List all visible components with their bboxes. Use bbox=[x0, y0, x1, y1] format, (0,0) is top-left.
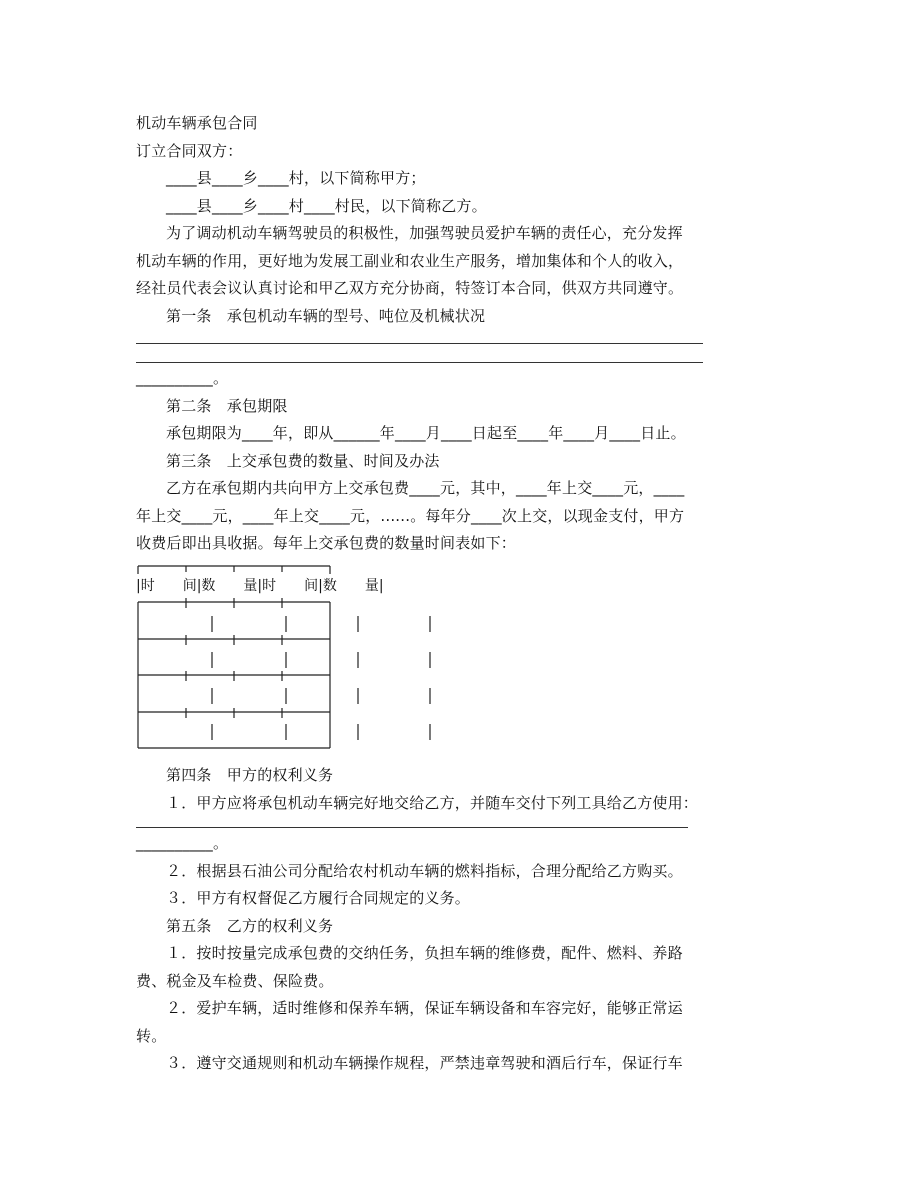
blank-rule bbox=[136, 827, 688, 828]
intro-line: 机动车辆的作用，更好地为发展工副业和农业生产服务，增加集体和个人的收入， bbox=[136, 252, 684, 270]
fee-table-grid bbox=[136, 562, 436, 752]
intro-line: 经社员代表会议认真讨论和甲乙双方充分协商，特签订本合同，供双方共同遵守。 bbox=[136, 279, 684, 297]
article-1-blank-end: __________。 bbox=[136, 369, 229, 387]
party-a-line: ____县____乡____村，以下简称甲方； bbox=[166, 169, 426, 187]
article-5-heading: 第五条 乙方的权利义务 bbox=[166, 917, 334, 935]
article-4-item: １．甲方应将承包机动车辆完好地交给乙方，并随车交付下列工具给乙方使用： bbox=[166, 794, 699, 812]
intro-line: 为了调动机动车辆驾驶员的积极性，加强驾驶员爱护车辆的责任心，充分发挥 bbox=[166, 224, 683, 242]
article-3-body: 乙方在承包期内共向甲方上交承包费____元，其中，____年上交____元，____ bbox=[166, 479, 685, 497]
article-5-item: 费、税金及车检费、保险费。 bbox=[136, 972, 334, 990]
parties-label: 订立合同双方： bbox=[136, 142, 243, 160]
article-2-body: 承包期限为____年，即从______年____月____日起至____年____月____日止。 bbox=[166, 424, 686, 442]
article-4-item: ３．甲方有权督促乙方履行合同规定的义务。 bbox=[166, 889, 471, 907]
article-1-heading: 第一条 承包机动车辆的型号、吨位及机械状况 bbox=[166, 307, 486, 325]
article-5-item: 转。 bbox=[136, 1027, 167, 1045]
article-3-body: 年上交____元，____年上交____元，......。每年分____次上交，以现金支付，甲方 bbox=[136, 507, 685, 525]
article-5-item: ２．爱护车辆，适时维修和保养车辆，保证车辆设备和车容完好，能够正常运 bbox=[166, 999, 683, 1017]
article-3-body: 收费后即出具收据。每年上交承包费的数量时间表如下： bbox=[136, 534, 517, 552]
article-5-item: ３．遵守交通规则和机动车辆操作规程，严禁违章驾驶和酒后行车，保证行车 bbox=[166, 1054, 683, 1072]
article-3-heading: 第三条 上交承包费的数量、时间及办法 bbox=[166, 452, 440, 470]
article-5-item: １．按时按量完成承包费的交纳任务，负担车辆的维修费，配件、燃料、养路 bbox=[166, 944, 683, 962]
party-b-line: ____县____乡____村____村民，以下简称乙方。 bbox=[166, 197, 487, 215]
article-4-item: __________。 bbox=[136, 834, 229, 852]
article-2-heading: 第二条 承包期限 bbox=[166, 397, 288, 415]
fee-table-header: |时 间|数 量|时 间|数 量| bbox=[136, 578, 384, 594]
blank-rule bbox=[136, 343, 703, 344]
document-title: 机动车辆承包合同 bbox=[136, 114, 258, 132]
article-4-heading: 第四条 甲方的权利义务 bbox=[166, 766, 334, 784]
article-4-item: ２．根据县石油公司分配给农村机动车辆的燃料指标，合理分配给乙方购买。 bbox=[166, 862, 683, 880]
blank-rule bbox=[136, 362, 703, 363]
